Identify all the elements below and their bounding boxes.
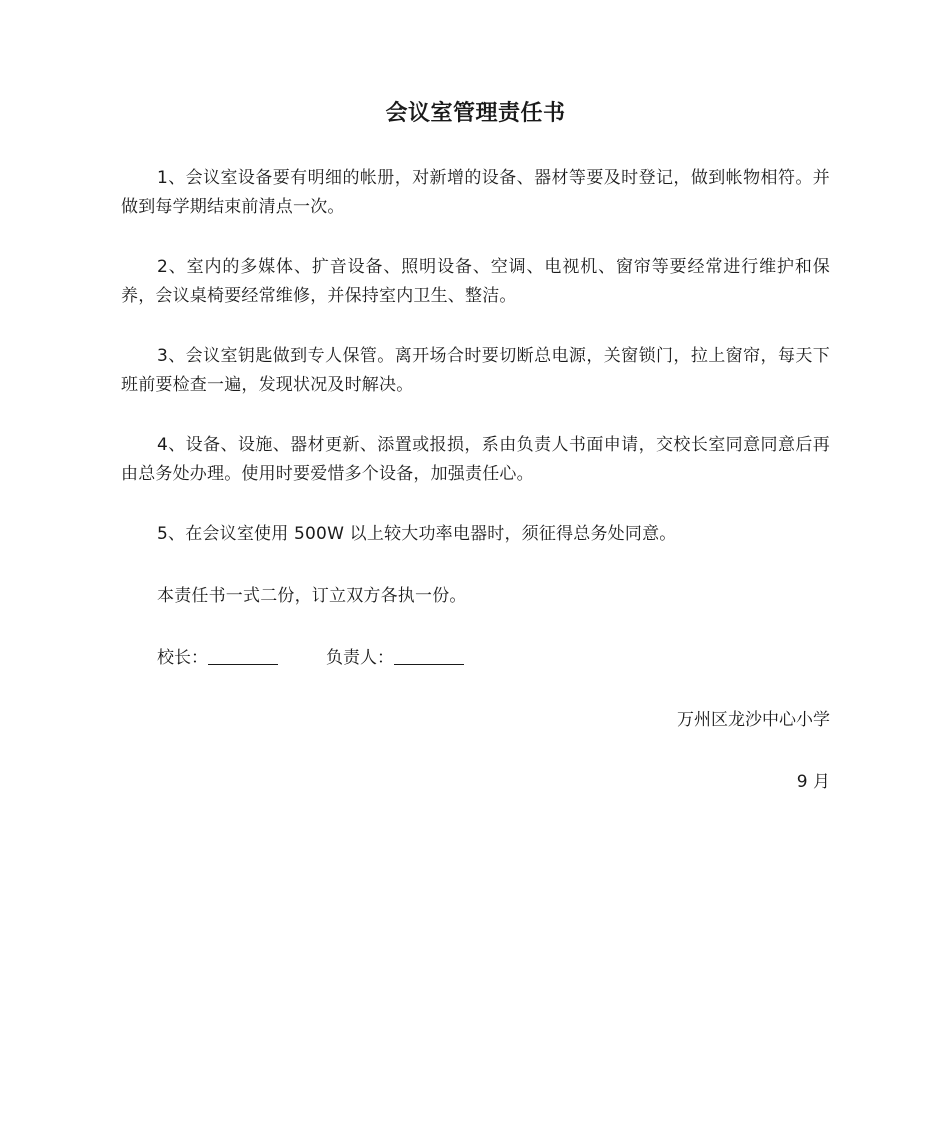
principal-signature — [157, 644, 278, 673]
paragraph-2: 2、室内的多媒体、扩音设备、照明设备、空调、电视机、窗帘等要经常进行维护和保养，会议桌椅要经常维修，并保持室内卫生、整洁。 — [121, 257, 830, 306]
responsible-signature — [326, 644, 464, 673]
paragraph-1: 1、会议室设备要有明细的帐册，对新增的设备、器材等要及时登记，做到帐物相符。并做到每学期结束前清点一次。 — [121, 168, 830, 217]
paragraph-copies: 本责任书一式二份，订立双方各执一份。 — [157, 586, 467, 606]
paragraph-5: 5、在会议室使用 500W 以上较大功率电器时，须征得总务处同意。 — [157, 524, 677, 544]
principal-signature-blank — [208, 646, 278, 665]
responsible-label: 负责人： — [326, 648, 394, 668]
document-date: 9 月 — [796, 772, 830, 792]
document-title: 会议室管理责任书 — [385, 101, 566, 126]
signature-line — [121, 644, 830, 673]
principal-label: 校长： — [157, 648, 208, 668]
paragraph-4: 4、设备、设施、器材更新、添置或报损，系由负责人书面申请，交校长室同意同意后再由总务处办理。使用时要爱惜多个设备，加强责任心。 — [121, 435, 830, 484]
document-body — [121, 164, 830, 797]
organization-name: 万州区龙沙中心小学 — [677, 710, 830, 730]
responsible-signature-blank — [394, 646, 464, 665]
paragraph-3: 3、会议室钥匙做到专人保管。离开场合时要切断总电源，关窗锁门，拉上窗帘，每天下班前要检查一遍，发现状况及时解决。 — [121, 346, 830, 395]
